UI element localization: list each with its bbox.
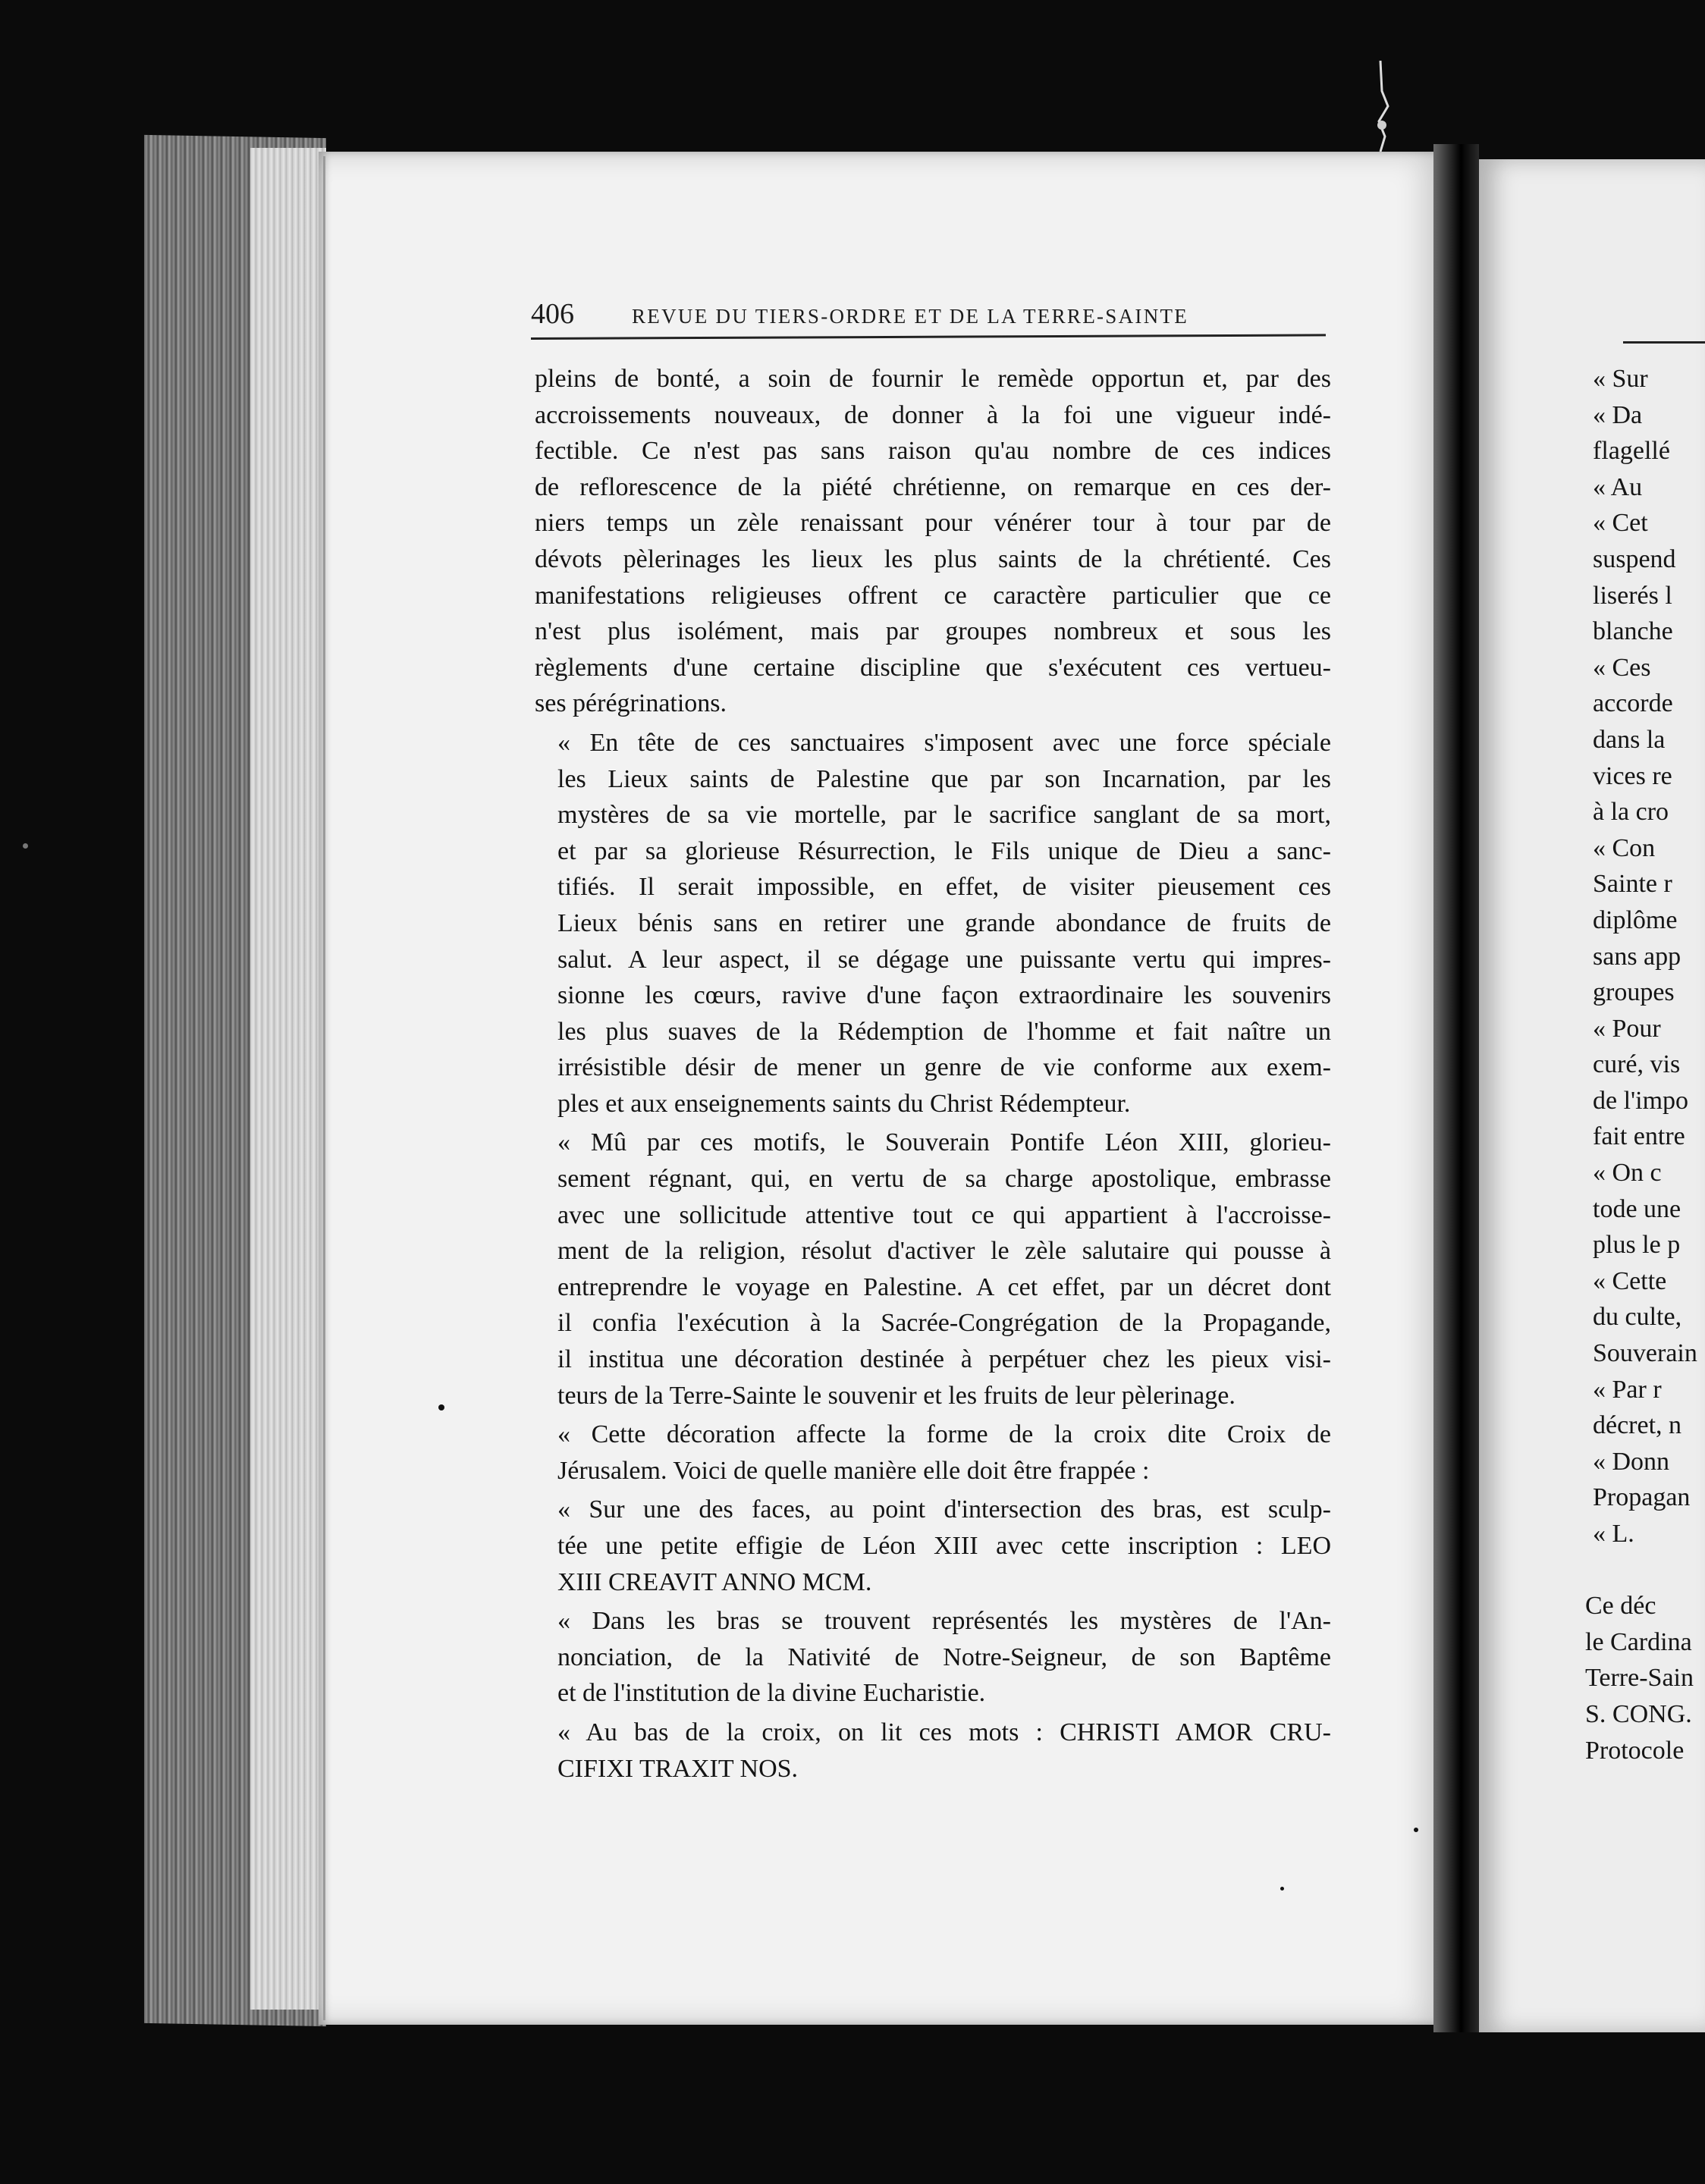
right-page-text-line: diplôme bbox=[1593, 905, 1678, 934]
right-page-text-line: « Ces bbox=[1593, 653, 1651, 682]
right-header-rule bbox=[1623, 341, 1705, 344]
running-head: REVUE DU TIERS-ORDRE ET DE LA TERRE-SAINTE bbox=[632, 305, 1189, 328]
right-page-text-line: à la cro bbox=[1593, 798, 1669, 827]
right-page-text-line: « L. bbox=[1593, 1520, 1634, 1548]
text-line: n'est plus isolément, mais par groupes nombreux et sous les bbox=[535, 617, 1331, 646]
text-line: manifestations religieuses offrent ce caractère particulier que ce bbox=[535, 581, 1331, 610]
paragraph-2 bbox=[535, 725, 1331, 1122]
text-line: Jérusalem. Voici de quelle manière elle doit être frappée : bbox=[557, 1456, 1150, 1485]
text-line: XIII CREAVIT ANNO MCM. bbox=[557, 1567, 872, 1596]
text-line: « Cette décoration affecte la forme de la croix dite Croix de bbox=[557, 1420, 1331, 1449]
right-page-text-line: « On c bbox=[1593, 1159, 1662, 1188]
text-line: accroissements nouveaux, de donner à la foi une vigueur indé- bbox=[535, 400, 1331, 429]
text-line: dévots pèlerinages les lieux les plus saints de la chrétienté. Ces bbox=[535, 544, 1331, 573]
dust-speck bbox=[438, 1404, 444, 1410]
text-line: irrésistible désir de mener un genre de vie conforme aux exem- bbox=[557, 1053, 1331, 1082]
right-page-text-line: Ce déc bbox=[1585, 1592, 1656, 1621]
right-page-text-line: le Cardina bbox=[1585, 1627, 1692, 1656]
text-line: niers temps un zèle renaissant pour vénérer tour à tour par de bbox=[535, 509, 1331, 538]
text-line: avec une sollicitude attentive tout ce qui appartient à l'accroisse- bbox=[557, 1200, 1331, 1229]
text-line: et par sa glorieuse Résurrection, le Fils unique de Dieu a sanc- bbox=[557, 836, 1331, 865]
paragraph-1 bbox=[535, 361, 1331, 722]
text-line: sement régnant, qui, en vertu de sa charge apostolique, embrasse bbox=[557, 1165, 1331, 1194]
dust-speck bbox=[1280, 1887, 1284, 1891]
right-page-text-line: flagellé bbox=[1593, 437, 1670, 466]
text-line: ples et aux enseignements saints du Christ Rédempteur. bbox=[557, 1089, 1131, 1118]
right-page-text-line: « Cet bbox=[1593, 509, 1648, 538]
right-page-text-line bbox=[1593, 1552, 1705, 1589]
right-page-text-line: vices re bbox=[1593, 761, 1672, 790]
right-page-text-line: liserés l bbox=[1593, 581, 1672, 610]
text-line: ses pérégrinations. bbox=[535, 689, 727, 718]
text-line: règlements d'une certaine discipline que s'exécutent ces vertueu- bbox=[535, 653, 1331, 682]
right-page-text-line: curé, vis bbox=[1593, 1050, 1681, 1079]
text-line: « En tête de ces sanctuaires s'imposent avec une force spéciale bbox=[557, 728, 1331, 757]
text-line: les Lieux saints de Palestine que par son Incarnation, par les bbox=[557, 764, 1331, 793]
text-line: Lieux bénis sans en retirer une grande abondance de fruits de bbox=[557, 908, 1331, 937]
book-gutter bbox=[1433, 144, 1479, 2032]
right-page-text-line: plus le p bbox=[1593, 1231, 1681, 1260]
text-line: il confia l'exécution à la Sacrée-Congrégation de la Propagande, bbox=[557, 1309, 1331, 1338]
page-number: 406 bbox=[531, 298, 574, 330]
right-page-text-line: « Au bbox=[1593, 472, 1643, 501]
text-line: salut. A leur aspect, il se dégage une puissante vertu qui impres- bbox=[557, 945, 1331, 974]
paragraph-7 bbox=[535, 1715, 1331, 1787]
right-page-text-line: « Con bbox=[1593, 833, 1656, 862]
text-line: « Sur une des faces, au point d'intersection des bras, est sculp- bbox=[557, 1495, 1331, 1524]
right-page-text-line: blanche bbox=[1593, 617, 1673, 646]
text-line: mystères de sa vie mortelle, par le sacrifice sanglant de sa mort, bbox=[557, 801, 1331, 830]
right-page-text-line: accorde bbox=[1593, 689, 1673, 718]
paragraph-6 bbox=[535, 1603, 1331, 1712]
right-page-text-line: de l'impo bbox=[1593, 1086, 1689, 1115]
text-line: teurs de la Terre-Sainte le souvenir et les fruits de leur pèlerinage. bbox=[557, 1381, 1236, 1410]
right-page-text-line: S. CONG. bbox=[1585, 1699, 1692, 1728]
right-page-text-line: Propagan bbox=[1593, 1483, 1691, 1512]
page-header bbox=[531, 297, 1327, 335]
right-page-text-line: « Cette bbox=[1593, 1266, 1667, 1295]
right-page-text-line: « Par r bbox=[1593, 1375, 1662, 1404]
text-line: entreprendre le voyage en Palestine. A cet effet, par un décret dont bbox=[557, 1272, 1331, 1301]
text-line: et de l'institution de la divine Eucharistie. bbox=[557, 1679, 986, 1708]
paper-debris bbox=[1365, 61, 1396, 152]
text-line: fectible. Ce n'est pas sans raison qu'au nombre de ces indices bbox=[535, 437, 1331, 466]
paragraph-3 bbox=[535, 1125, 1331, 1414]
paragraph-5 bbox=[535, 1492, 1331, 1600]
right-page-text-line: Sainte r bbox=[1593, 870, 1672, 899]
right-page-text-line: Souverain bbox=[1593, 1339, 1697, 1368]
text-line: nonciation, de la Nativité de Notre-Seigneur, de son Baptême bbox=[557, 1643, 1331, 1671]
text-line: sionne les cœurs, ravive d'une façon extraordinaire les souvenirs bbox=[557, 981, 1331, 1010]
right-page-text-line: « Da bbox=[1593, 400, 1643, 429]
right-page-text-line: dans la bbox=[1593, 725, 1666, 754]
right-page-text-line: tode une bbox=[1593, 1194, 1681, 1223]
right-page-text-line: « Pour bbox=[1593, 1014, 1661, 1043]
right-page-text-fragments bbox=[1585, 361, 1705, 1768]
right-page-text-line: décret, n bbox=[1593, 1411, 1682, 1440]
text-line: CIFIXI TRAXIT NOS. bbox=[557, 1754, 799, 1783]
right-page-text-line: suspend bbox=[1593, 544, 1676, 573]
right-page-text-line: « Donn bbox=[1593, 1447, 1670, 1476]
text-line: de reflorescence de la piété chrétienne, on remarque en ces der- bbox=[535, 472, 1331, 501]
text-line: tée une petite effigie de Léon XIII avec cette inscription : LEO bbox=[557, 1532, 1331, 1560]
book-page-edges-inner bbox=[250, 148, 326, 2010]
text-line: « Dans les bras se trouvent représentés les mystères de l'An- bbox=[557, 1607, 1331, 1636]
text-line: « Mû par ces motifs, le Souverain Pontife Léon XIII, glorieu- bbox=[557, 1128, 1331, 1157]
dust-speck bbox=[23, 843, 28, 849]
text-line: il institua une décoration destinée à perpétuer chez les pieux visi- bbox=[557, 1345, 1331, 1374]
text-line: tifiés. Il serait impossible, en effet, de visiter pieusement ces bbox=[557, 873, 1331, 902]
right-page-text-line: « Sur bbox=[1593, 365, 1648, 393]
right-page-text-line: Terre-Sain bbox=[1585, 1664, 1694, 1693]
left-page-body bbox=[535, 361, 1331, 1790]
right-page-text-line: du culte, bbox=[1593, 1303, 1682, 1332]
text-line: pleins de bonté, a soin de fournir le remède opportun et, par des bbox=[535, 365, 1331, 393]
dust-speck bbox=[1414, 1828, 1418, 1832]
right-page-text-line: groupes bbox=[1593, 978, 1675, 1007]
text-line: « Au bas de la croix, on lit ces mots : CHRISTI AMOR CRU- bbox=[557, 1718, 1331, 1746]
right-page-text-line: Protocole bbox=[1585, 1736, 1685, 1765]
text-line: les plus suaves de la Rédemption de l'homme et fait naître un bbox=[557, 1017, 1331, 1046]
right-page-text-line: sans app bbox=[1593, 942, 1681, 971]
text-line: ment de la religion, résolut d'activer le zèle salutaire qui pousse à bbox=[557, 1237, 1331, 1266]
paragraph-4 bbox=[535, 1417, 1331, 1489]
right-page-text-line: fait entre bbox=[1593, 1122, 1685, 1151]
